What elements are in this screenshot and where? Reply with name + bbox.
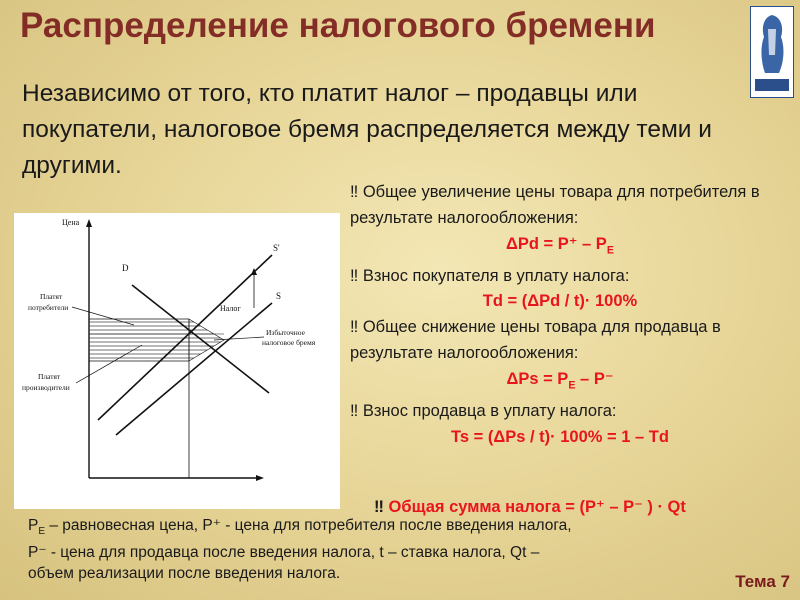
excess-burden-label-1: Избыточное: [266, 328, 305, 337]
note-consumer-price-increase: ‼ Общее увеличение цены товара для потребителя в результате налогообложения:: [350, 183, 760, 227]
producers-pay-label-1: Платят: [38, 372, 61, 381]
consumers-pay-label-1: Платят: [40, 292, 63, 301]
legend-line-3: объем реализации после введения налога.: [28, 565, 341, 583]
consumer-burden-area: [89, 319, 189, 334]
legend-line-2: P⁻ - цена для продавца после введения налога, t – ставка налога, Qt –: [28, 544, 540, 562]
excess-burden-label-2: налоговое бремя: [262, 338, 316, 347]
price-axis-arrow-icon: [86, 219, 92, 227]
formula-ts: Ts = (ΔPs / t)· 100% = 1 – Td: [451, 427, 669, 446]
formula-notes: [350, 180, 770, 451]
notation-legend: [28, 515, 728, 584]
total-tax-formula: ‼ Общая сумма налога = (P⁺ – P⁻ ) · Qt: [374, 498, 686, 516]
quantity-axis-arrow-icon: [256, 475, 264, 481]
university-logo-icon: [750, 6, 794, 98]
formula-td: Td = (ΔPd / t)· 100%: [482, 292, 638, 311]
demand-label: D: [122, 263, 129, 273]
intro-text: Независимо от того, кто платит налог – продавцы или покупатели, налоговое бремя распределяется между теми и другими.: [22, 80, 712, 179]
note-producer-price-decrease: ‼ Общее снижение цены товара для продавца в результате налогообложения:: [350, 318, 721, 363]
consumers-pay-label-2: потребители: [28, 303, 69, 312]
price-axis-label: Цена: [62, 218, 80, 227]
producers-pay-label-2: производители: [22, 383, 70, 392]
note-consumer-contribution: ‼ Взнос покупателя в уплату налога:: [350, 266, 630, 285]
note-producer-contribution: ‼ Взнос продавца в уплату налога:: [350, 401, 617, 420]
formula-delta-ps: $\Delta Ps = P_E - P^-$: [506, 369, 614, 392]
supply-label: S: [276, 291, 282, 301]
formula-delta-pd: $\Delta Pd = P^+ - P_E$: [506, 234, 614, 256]
topic-label: Тема 7: [735, 572, 790, 591]
supply-after-tax-label: S': [273, 243, 280, 253]
slide-title: Распределение налогового бремени: [20, 6, 656, 45]
tax-label: Налог: [220, 304, 241, 313]
tax-incidence-chart: [14, 213, 340, 509]
legend-line-1: $P_E$ – равновесная цена, P⁺ - цена для потребителя после введения налога,: [28, 517, 572, 538]
